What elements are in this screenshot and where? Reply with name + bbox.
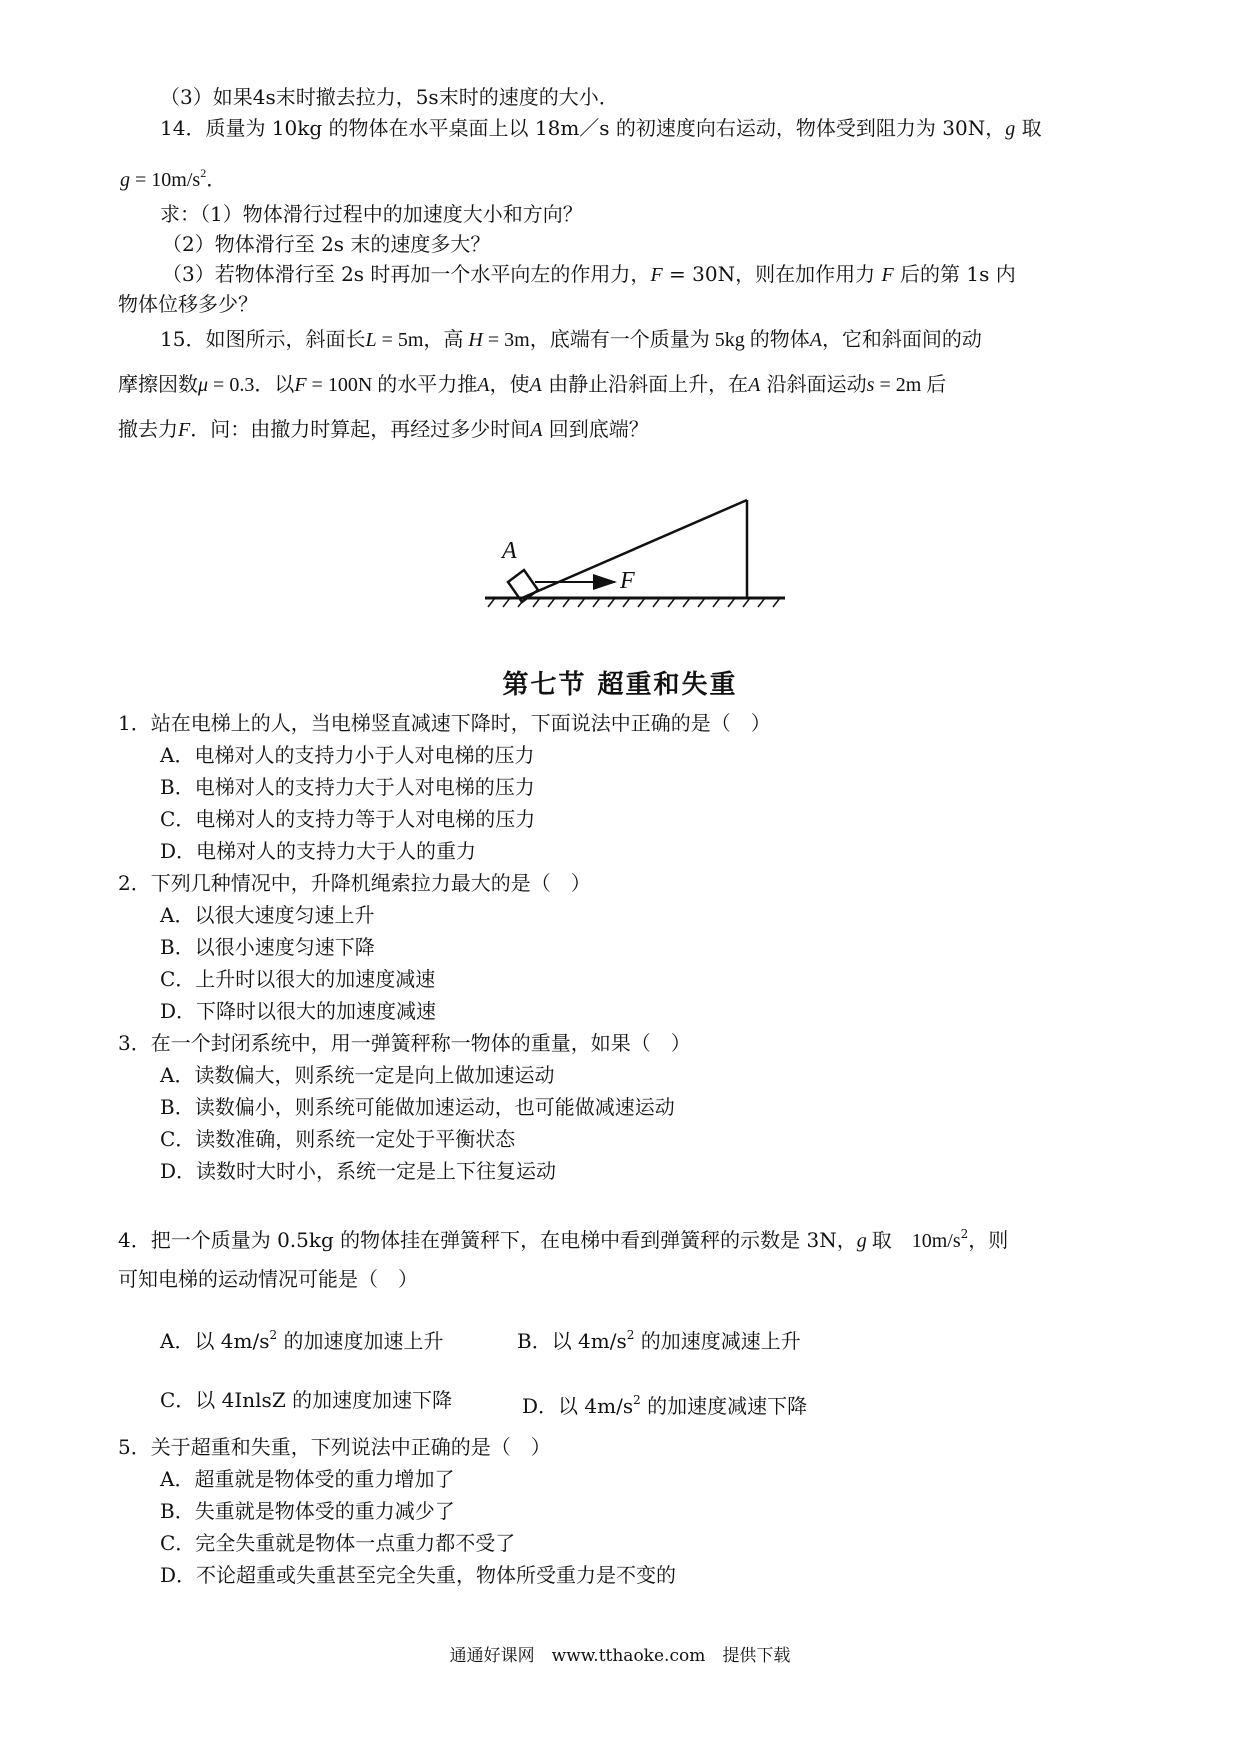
question-2-stem: 2．下列几种情况中，升降机绳索拉力最大的是（ ） xyxy=(118,871,591,895)
text: ，则 xyxy=(968,1228,1009,1252)
text: B．以 4m/s xyxy=(517,1329,627,1353)
question-5-option-d: D．不论超重或失重甚至完全失重，物体所受重力是不变的 xyxy=(160,1563,677,1587)
text: 的加速度减速下降 xyxy=(640,1394,808,1418)
question-3-stem: 3．在一个封闭系统中，用一弹簧秤称一物体的重量，如果（ ） xyxy=(118,1031,691,1055)
g-symbol: g xyxy=(1005,118,1016,140)
exponent: 2 xyxy=(626,1328,635,1342)
text: 沿斜面运动 xyxy=(760,372,867,396)
exponent: 2 xyxy=(633,1393,641,1407)
object-symbol: A xyxy=(477,374,490,396)
mu-symbol: μ xyxy=(198,374,209,396)
question-2-option-b: B．以很小速度匀速下降 xyxy=(160,935,375,959)
text: 摩擦因数 xyxy=(118,372,198,396)
question-4-option-a xyxy=(160,1320,444,1356)
text: 15．如图所示，斜面长 xyxy=(160,327,366,351)
g-equation: = 10m/s xyxy=(130,169,201,191)
question-1-stem: 1．站在电梯上的人，当电梯竖直减速下降时，下面说法中正确的是（ ） xyxy=(118,711,771,735)
length-symbol: L xyxy=(365,329,377,351)
ground-line xyxy=(485,598,785,607)
incline-diagram xyxy=(480,490,800,630)
text: 4．把一个质量为 0.5kg 的物体挂在弹簧秤下，在电梯中看到弹簧秤的示数是 3N， xyxy=(118,1228,857,1252)
question-4-option-d xyxy=(522,1385,807,1421)
text: ，使 xyxy=(489,372,530,396)
question-1-option-c: C．电梯对人的支持力等于人对电梯的压力 xyxy=(160,807,536,831)
g-symbol: g xyxy=(120,169,130,191)
problem14-part3 xyxy=(162,259,1016,290)
text: 由静止沿斜面上升，在 xyxy=(541,372,749,396)
object-symbol: A xyxy=(530,419,543,441)
label-A: A xyxy=(502,538,517,564)
text: = 5m，高 xyxy=(376,329,469,351)
problem13-part3: （3）如果4s末时撤去拉力，5s末时的速度的大小． xyxy=(160,85,619,109)
question-5-option-b: B．失重就是物体受的重力减少了 xyxy=(160,1499,455,1523)
problem15-line3 xyxy=(118,414,649,445)
exponent: 2 xyxy=(960,1227,969,1241)
g-symbol: g xyxy=(856,1230,867,1252)
problem14-ask: 求：（1）物体滑行过程中的加速度大小和方向？ xyxy=(160,202,583,226)
text: A．以 4m/s xyxy=(160,1329,270,1353)
question-4-stem-cont: 可知电梯的运动情况可能是（ ） xyxy=(118,1267,418,1291)
part3-text-b: 后的第 1s 内 xyxy=(893,262,1016,286)
problem15-line1 xyxy=(160,324,982,355)
text: D．以 4m/s xyxy=(522,1394,634,1418)
footer-credit: 通通好课网 www.tthaoke.com 提供下载 xyxy=(449,1646,791,1666)
force-symbol: F xyxy=(178,419,191,441)
problem14-line1 xyxy=(160,113,1042,144)
question-5-option-c: C．完全失重就是物体一点重力都不受了 xyxy=(160,1531,516,1555)
part3-text-a: （3）若物体滑行至 2s 时再加一个水平向左的作用力， xyxy=(162,262,651,286)
question-3-option-a: A．读数偏大，则系统一定是向上做加速运动 xyxy=(160,1063,555,1087)
question-3-option-c: C．读数准确，则系统一定处于平衡状态 xyxy=(160,1127,516,1151)
problem15-line2 xyxy=(118,369,946,400)
text: 的加速度减速上升 xyxy=(634,1329,801,1353)
text: 回到底端？ xyxy=(542,417,649,441)
question-4-option-b xyxy=(517,1320,801,1356)
text: ，它和斜面间的动 xyxy=(821,327,982,351)
force-symbol: F xyxy=(650,264,663,286)
period: ． xyxy=(206,169,227,191)
problem14-line1-tail: 取 xyxy=(1015,116,1042,140)
text: 取 10m/s xyxy=(866,1230,961,1252)
problem14-part3-cont: 物体位移多少？ xyxy=(118,292,258,316)
problem14-part2: （2）物体滑行至 2s 末的速度多大？ xyxy=(162,232,491,256)
question-2-option-a: A．以很大速度匀速上升 xyxy=(160,903,375,927)
section-title: 第七节 超重和失重 xyxy=(502,670,738,700)
problem14-line1-text: 14．质量为 10kg 的物体在水平桌面上以 18m／s 的初速度向右运动，物体受到阻力为 30N， xyxy=(160,116,1006,140)
text: ．问：由撤力时算起，再经过多少时间 xyxy=(190,417,531,441)
question-5-stem: 5．关于超重和失重，下列说法中正确的是（ ） xyxy=(118,1435,551,1459)
part3-eq: = 30N，则在加作用力 xyxy=(662,262,882,286)
distance-symbol: s xyxy=(866,374,875,396)
text: = 2m 后 xyxy=(874,374,947,396)
text: = 3m，底端有一个质量为 5kg 的物体 xyxy=(482,329,810,351)
exponent: 2 xyxy=(269,1328,278,1342)
exponent: 2 xyxy=(200,166,207,180)
label-F: F xyxy=(620,568,635,594)
question-3-option-b: B．读数偏小，则系统可能做加速运动，也可能做减速运动 xyxy=(160,1095,675,1119)
text: 撤去力 xyxy=(118,417,178,441)
object-symbol: A xyxy=(809,329,822,351)
force-symbol: F xyxy=(294,374,307,396)
question-3-option-d: D．读数时大时小，系统一定是上下往复运动 xyxy=(160,1159,557,1183)
problem14-g-value xyxy=(120,158,226,195)
text: = 100N 的水平力推 xyxy=(306,374,478,396)
object-symbol: A xyxy=(748,374,761,396)
question-1-option-a: A．电梯对人的支持力小于人对电梯的压力 xyxy=(160,743,535,767)
question-2-option-c: C．上升时以很大的加速度减速 xyxy=(160,967,436,991)
question-4-stem xyxy=(118,1219,1008,1256)
question-2-option-d: D．下降时以很大的加速度减速 xyxy=(160,999,437,1023)
question-5-option-a: A．超重就是物体受的重力增加了 xyxy=(160,1467,455,1491)
question-1-option-b: B．电梯对人的支持力大于人对电梯的压力 xyxy=(160,775,535,799)
text: 的加速度加速上升 xyxy=(277,1329,444,1353)
object-symbol: A xyxy=(529,374,542,396)
question-1-option-d: D．电梯对人的支持力大于人的重力 xyxy=(160,839,477,863)
text: = 0.3．以 xyxy=(208,374,295,396)
question-4-option-c: C．以 4InlsZ 的加速度加速下降 xyxy=(160,1388,453,1412)
height-symbol: H xyxy=(468,329,483,351)
force-symbol: F xyxy=(881,264,894,286)
